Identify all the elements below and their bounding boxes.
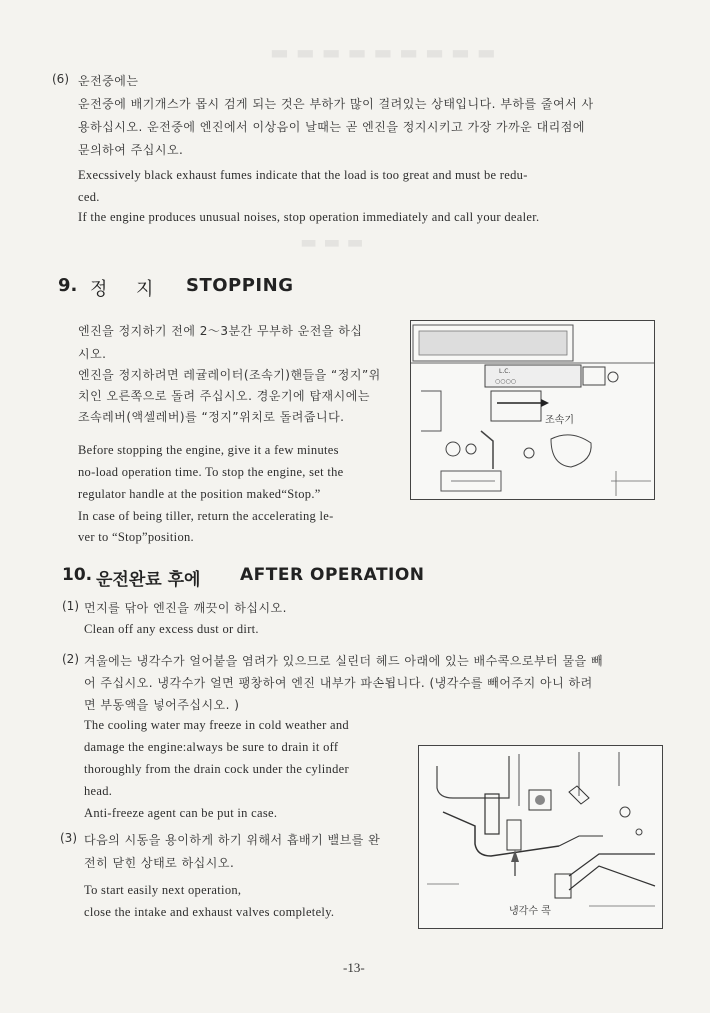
item1-ko: 먼지를 닦아 엔진을 깨끗이 하십시오. bbox=[84, 601, 287, 615]
drain-cock-figure bbox=[418, 745, 663, 929]
section9-heading-en: STOPPING bbox=[186, 275, 294, 296]
section9-en-line: In case of being tiller, return the accelerating le- bbox=[78, 509, 334, 523]
drain-cock-label: 냉각수 콕 bbox=[509, 906, 551, 917]
bleed-through-text: ▬ ▬ ▬ ▬ ▬ ▬ ▬ ▬ ▬ bbox=[270, 40, 496, 64]
item2-en-line: damage the engine:always be sure to drain it off bbox=[84, 740, 339, 754]
section6-ko-line: 문의하여 주십시오. bbox=[78, 143, 184, 157]
page-number: -13- bbox=[343, 960, 365, 975]
section10-heading-number: 10. bbox=[62, 565, 93, 585]
section6-title: 운전중에는 bbox=[78, 74, 139, 88]
bleed-through-text: ▬ ▬ ▬ bbox=[300, 232, 364, 253]
item2-en-line: head. bbox=[84, 784, 113, 798]
section9-heading-ko: 정 지 bbox=[90, 279, 154, 300]
item2-ko-line: 겨울에는 냉각수가 얼어붙을 염려가 있으므로 실린더 헤드 아래에 있는 배수콕으로부터 물을 빼 bbox=[84, 654, 604, 668]
item3-ko-line: 전히 닫힌 상태로 하십시오. bbox=[84, 856, 235, 870]
regulator-label: 조속기 bbox=[545, 415, 574, 426]
svg-text:L.C.: L.C. bbox=[499, 368, 511, 375]
item1-number: (1) bbox=[62, 599, 79, 613]
item3-ko-line: 다음의 시동을 용이하게 하기 위해서 흡배기 밸브를 완 bbox=[84, 833, 381, 847]
section6-number: (6) bbox=[52, 72, 69, 86]
item3-number: (3) bbox=[60, 831, 77, 845]
item3-en-line: To start easily next operation, bbox=[84, 883, 242, 897]
section6-en-line: ced. bbox=[78, 190, 100, 204]
drain-cock-illustration bbox=[419, 746, 662, 928]
section10-heading-en: AFTER OPERATION bbox=[240, 565, 425, 585]
section9-heading-number: 9. bbox=[58, 275, 78, 296]
section6-en-line: Execssively black exhaust fumes indicate that the load is too great and must be redu- bbox=[78, 168, 528, 182]
section9-ko-line: 엔진을 정지하려면 레귤레이터(조속기)핸들을 “정지”위 bbox=[78, 368, 381, 382]
item2-en-line: The cooling water may freeze in cold weather and bbox=[84, 718, 349, 732]
item2-ko-line: 면 부동액을 넣어주십시오. ) bbox=[84, 698, 240, 712]
section9-ko-line: 시오. bbox=[78, 347, 107, 361]
section9-ko-line: 조속레버(액셀레버)를 “정지”위치로 돌려줍니다. bbox=[78, 410, 345, 424]
svg-text:○○○○: ○○○○ bbox=[495, 378, 516, 385]
item3-en-line: close the intake and exhaust valves completely. bbox=[84, 905, 335, 919]
section9-en-line: regulator handle at the position maked“Stop.” bbox=[78, 487, 321, 501]
section10-heading-ko: 운전완료 후에 bbox=[96, 570, 201, 590]
item2-en-line: thoroughly from the drain cock under the cylinder bbox=[84, 762, 349, 776]
item2-ko-line: 어 주십시오. 냉각수가 얼면 팽창하여 엔진 내부가 파손됩니다. (냉각수를 빼어주지 아니 하려 bbox=[84, 676, 593, 690]
section9-en-line: Before stopping the engine, give it a few minutes bbox=[78, 443, 339, 457]
section9-en-line: ver to “Stop”position. bbox=[78, 530, 194, 544]
section6-ko-line: 용하십시오. 운전중에 엔진에서 이상음이 날때는 곧 엔진을 정지시키고 가장 가까운 대리점에 bbox=[78, 120, 585, 134]
regulator-figure bbox=[410, 320, 655, 500]
section6-ko-line: 운전중에 배기개스가 몹시 검게 되는 것은 부하가 많이 걸려있는 상태입니다. 부하를 줄여서 사 bbox=[78, 97, 594, 111]
item1-en: Clean off any excess dust or dirt. bbox=[84, 622, 259, 636]
item2-en-line: Anti-freeze agent can be put in case. bbox=[84, 806, 278, 820]
section9-ko-line: 엔진을 정지하기 전에 2～3분간 무부하 운전을 하십 bbox=[78, 324, 363, 338]
section6-en-line: If the engine produces unusual noises, stop operation immediately and call your dealer. bbox=[78, 210, 540, 224]
section9-ko-line: 치인 오른쪽으로 돌려 주십시오. 경운기에 탑재시에는 bbox=[78, 389, 370, 403]
regulator-illustration bbox=[411, 321, 654, 499]
item2-number: (2) bbox=[62, 652, 79, 666]
section9-en-line: no-load operation time. To stop the engine, set the bbox=[78, 465, 344, 479]
